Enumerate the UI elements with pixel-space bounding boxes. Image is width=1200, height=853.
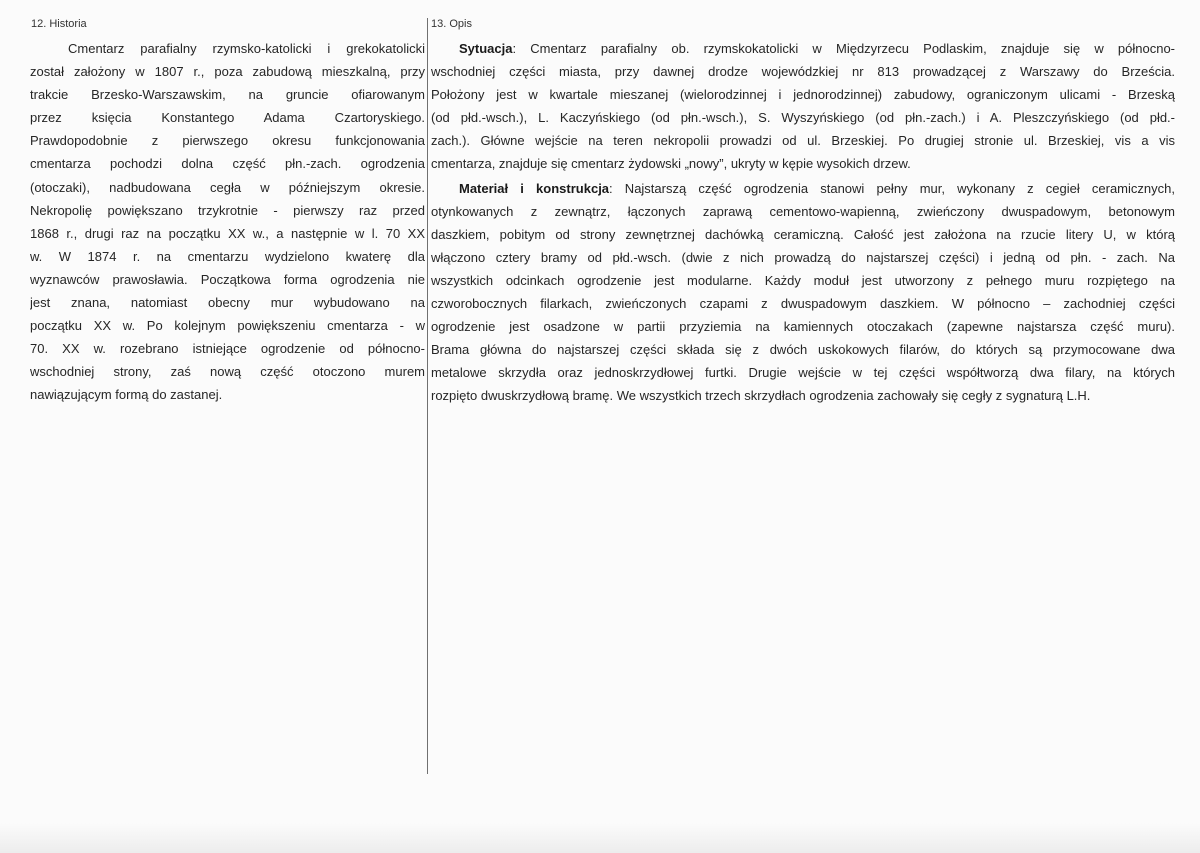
sytuacja-first-line — [431, 37, 1175, 60]
sytuacja-text-line: zach.). Główne wejście na teren nekropolii prowadzi od ul. Brzeskiej. Po drugiej stronie ul. Brzeskiej, vis a vis — [431, 133, 1175, 149]
material-text-line: metalowe skrzydła oraz jednoskrzydłowej furtki. Drugie wejście w tej części współtworzą dwa filary, na których — [431, 365, 1175, 381]
sytuacja-first-line-text: : Cmentarz parafialny ob. rzymskokatolicki w Międzyrzecu Podlaskim, znajduje się w północno- — [512, 41, 1175, 56]
history-text-line: przez księcia Konstantego Adama Czartoryskiego. — [30, 110, 425, 126]
history-text-line: początku XX w. Po kolejnym powiększeniu cmentarza - w — [30, 318, 425, 334]
history-text-line: wschodniej strony, zaś nową część otoczono murem — [30, 364, 425, 380]
history-text-line: Nekropolię powiększano trzykrotnie - pierwszy raz przed — [30, 202, 425, 218]
history-text-line: 1868 r., drugi raz na początku XX w., a następnie w l. 70 XX — [30, 225, 425, 241]
description-section-label: 13. Opis — [431, 18, 472, 30]
material-text-line: rozpięto dwuskrzydłową bramę. We wszystkich trzech skrzydłach ogrodzenia zachowały się cegły z sygnaturą L.H. — [431, 388, 1091, 404]
sytuacja-heading: Sytuacja — [459, 41, 513, 56]
sytuacja-text-line: (od płd.-wsch.), L. Kaczyńskiego (od płn.-wsch.), S. Wyszyńskiego (od płn.-zach.) i A. Pleszczyńskiego (od płd.- — [431, 110, 1175, 126]
history-text-line: został założony w 1807 r., poza zabudową mieszkalną, przy — [30, 64, 425, 80]
history-text — [30, 37, 425, 407]
history-text-line: Prawdopodobnie z pierwszego okresu funkcjonowania — [30, 133, 425, 149]
history-text-line: trakcie Brzesko-Warszawskim, na gruncie ofiarowanym — [30, 87, 425, 103]
scan-shadow — [0, 823, 1200, 853]
history-text-line: 70. XX w. rozebrano istniejące ogrodzenie od północno- — [30, 341, 425, 357]
material-text-line: wszystkich odcinkach ogrodzenie jest modularne. Każdy moduł jest utworzony z pełnego muru rozpiętego na — [431, 272, 1175, 288]
column-divider — [427, 18, 428, 774]
material-text-line: Brama główna do najstarszej części składa się z dwóch uskokowych filarów, do których są przymocowane dwa — [431, 342, 1175, 358]
sytuacja-text-line: wschodniej części miasta, przy dawnej drodze wojewódzkiej nr 813 prowadzącej z Warszawy do Brześcia. — [431, 64, 1175, 80]
history-text-line: Cmentarz parafialny rzymsko-katolicki i grekokatolicki — [68, 41, 425, 56]
history-section-label: 12. Historia — [31, 18, 87, 30]
material-heading: Materiał i konstrukcja — [459, 180, 610, 196]
material-text-line: ogrodzenie jest osadzone w partii przyziemia na kamiennych otoczakach (zapewne najstarsza część muru). — [431, 319, 1175, 335]
material-text-line: włączono cztery bramy od płd.-wsch. (dwie z nich prowadzą do najstarszej części) i jedną od płn. - zach. Na — [431, 249, 1175, 265]
description-text — [431, 37, 1175, 408]
material-text-line: daszkiem, pobitym od strony zewnętrznej dachówką ceramiczną. Całość jest założona na rzucie litery U, w którą — [431, 226, 1175, 242]
material-first-line — [431, 177, 1175, 200]
history-text-line: wyznawców prawosławia. Początkowa forma ogrodzenia nie — [30, 271, 425, 287]
material-first-line-text: : Najstarszą część ogrodzenia stanowi pełny mur, wykonany z cegieł ceramicznych, — [609, 180, 1175, 196]
material-text-line: czworobocznych filarkach, zwieńczonych czapami z dwuspadowym daszkiem. W północno – zachodniej części — [431, 296, 1175, 312]
sytuacja-text-line: Położony jest w kwartale mieszanej (wielorodzinnej i jednorodzinnej) zabudowy, ograniczonym ulicami - Brzeską — [431, 87, 1175, 103]
history-text-line: jest znana, natomiast obecny mur wybudowano na — [30, 295, 425, 311]
history-text-line: w. W 1874 r. na cmentarzu wydzielono kwaterę dla — [30, 248, 425, 264]
sytuacja-text-line: cmentarza, znajduje się cmentarz żydowski „nowy”, ukryty w kępie wysokich drzew. — [431, 156, 911, 172]
history-text-line: cmentarza pochodzi dolna część płn.-zach. ogrodzenia — [30, 156, 425, 172]
history-text-line: nawiązującym formą do zastanej. — [30, 387, 223, 403]
history-text-line: (otoczaki), nadbudowana cegła w późniejszym okresie. — [30, 179, 425, 195]
material-text-line: otynkowanych z zewnątrz, łączonych zaprawą cementowo-wapienną, zwieńczony dwuspadowym, betonowym — [431, 203, 1175, 219]
